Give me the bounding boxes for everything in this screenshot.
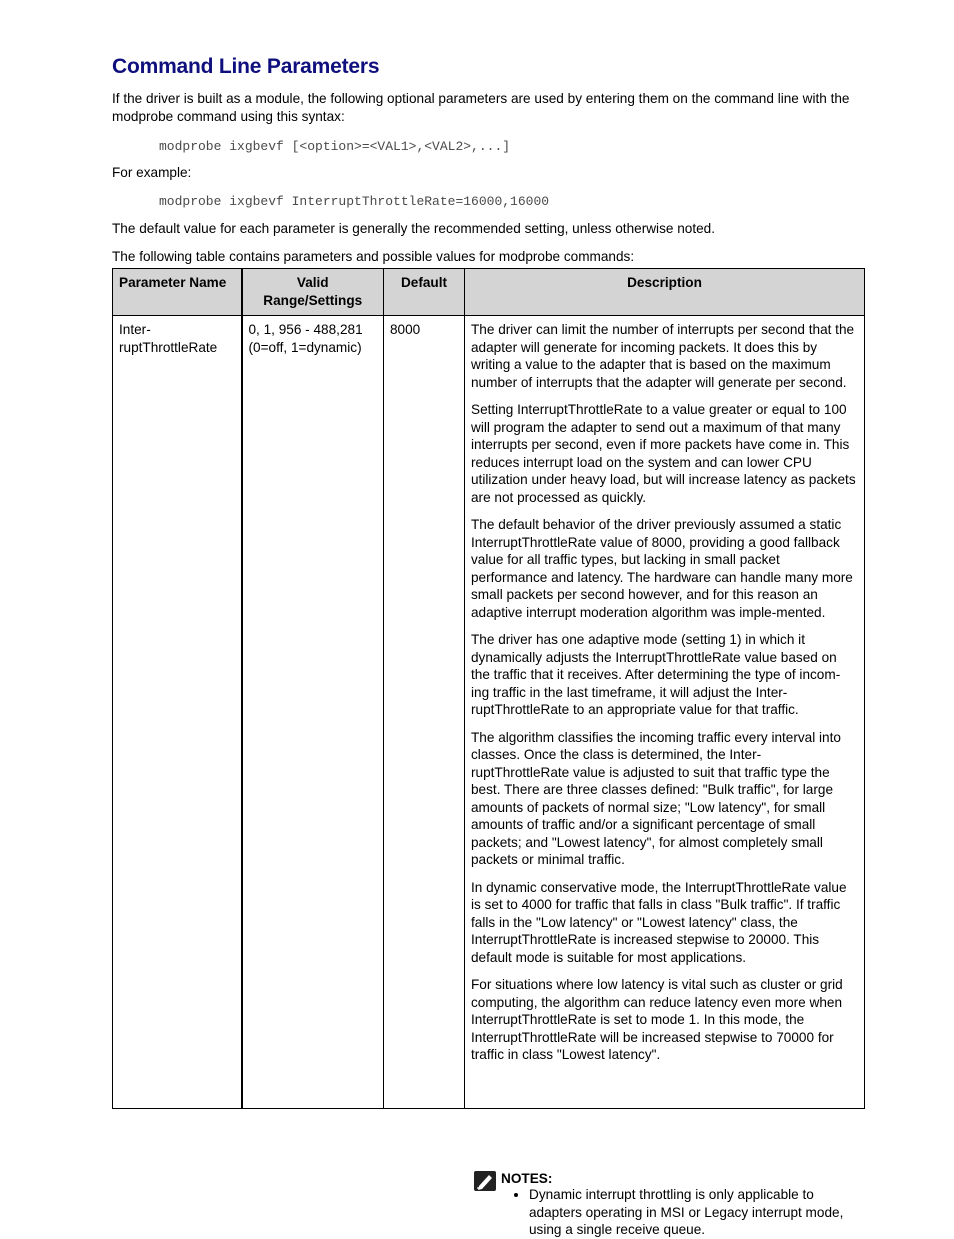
cell-parameter-name (113, 316, 242, 1109)
parameters-table (112, 268, 865, 1109)
cell-description (465, 316, 865, 1109)
valid-range-line1: 0, 1, 956 - 488,281 (248, 322, 363, 337)
parameter-name-line2: ruptThrottleRate (119, 339, 218, 355)
header-valid-range-line1: Valid (296, 275, 329, 290)
description-paragraph: Setting InterruptThrottleRate to a value greater or equal to 100 will program the adapter to send out a maximum of that many interrupts per second, even if more packets have come in. This reduces interrupt load on the system and can lower CPU utilization under heavy load, but will increase latency as packets are not processed as quickly. (471, 402, 856, 505)
table-row (113, 316, 865, 1109)
description-paragraph: The algorithm classifies the incoming traffic every interval into classes. Once the class is determined, the Inter-ruptThrottleRate value is adjusted to suit that traffic type the best. There are three classes defined: "Bulk traffic", for large amounts of packets of normal size; "Low latency", for small amounts of traffic and/or a significant percentage of small packets; and "Lowest latency", for almost completely small packets or minimal traffic. (471, 729, 841, 867)
description-paragraph: The driver can limit the number of interrupts per second that the adapter will generate for incoming packets. It does this by writing a value to the adapter that is based on the maximum number of interrupts that the adapter will generate per second. (471, 322, 855, 390)
pencil-note-icon (474, 1171, 496, 1191)
header-description: Description (465, 269, 865, 316)
valid-range-line2: (0=off, 1=dynamic) (248, 339, 362, 355)
header-default: Default (384, 269, 465, 316)
cell-valid-range (242, 316, 384, 1109)
header-valid-range (242, 269, 384, 316)
example-label: For example: (112, 165, 192, 180)
cell-default: 8000 (384, 316, 465, 1109)
header-parameter-name: Parameter Name (113, 269, 242, 316)
example-code: modprobe ixgbevf InterruptThrottleRate=16000,16000 (159, 194, 550, 209)
description-paragraph: In dynamic conservative mode, the InterruptThrottleRate value is set to 4000 for traffic that falls in class "Bulk traffic". If traffic falls in the "Low latency" or "Lowest latency" class, the InterruptThrottleRate is increased stepwise to 20000. This default mode is suitable for most applications. (471, 879, 847, 965)
default-note: The default value for each parameter is generally the recommended setting, unless otherwise noted. (112, 221, 715, 236)
description-paragraph: For situations where low latency is vital such as cluster or grid computing, the algorithm can reduce latency even more when InterruptThrottleRate is set to mode 1. In this mode, the InterruptThrottleRate will be increased stepwise to 70000 for traffic in class "Lowest latency". (471, 977, 843, 1062)
table-header-row (113, 269, 865, 316)
description-paragraph: The driver has one adaptive mode (setting 1) in which it dynamically adjusts the InterruptThrottleRate value based on the traffic that it receives. After determining the type of incom-ing traffic in the last timeframe, it will adjust the Inter-ruptThrottleRate to an appropriate value for that traffic. (471, 632, 841, 717)
description-paragraph: The default behavior of the driver previously assumed a static InterruptThrottleRate value of 8000, providing a good fallback value for all traffic types, but lacking in small packet performance and latency. The hardware can handle many more small packets per second however, and for this reason an adaptive interrupt moderation algorithm was imple-mented. (471, 517, 853, 620)
syntax-code: modprobe ixgbevf [<option>=<VAL1>,<VAL2>,...] (159, 139, 511, 154)
notes-list (511, 1186, 849, 1239)
table-intro: The following table contains parameters and possible values for modprobe commands: (112, 249, 635, 264)
parameter-name-line1: Inter- (119, 322, 151, 337)
notes-title: NOTES: (501, 1171, 553, 1186)
page-title: Command Line Parameters (112, 55, 380, 78)
note-item: • Dynamic interrupt throttling is only applicable to adapters operating in MSI or Legacy interrupt mode, using a single receive queue. (529, 1186, 849, 1239)
header-valid-range-line2: Range/Settings (263, 292, 363, 308)
intro-paragraph: If the driver is built as a module, the following optional parameters are used by entering them on the command line with the modprobe command using this syntax: (112, 91, 850, 124)
